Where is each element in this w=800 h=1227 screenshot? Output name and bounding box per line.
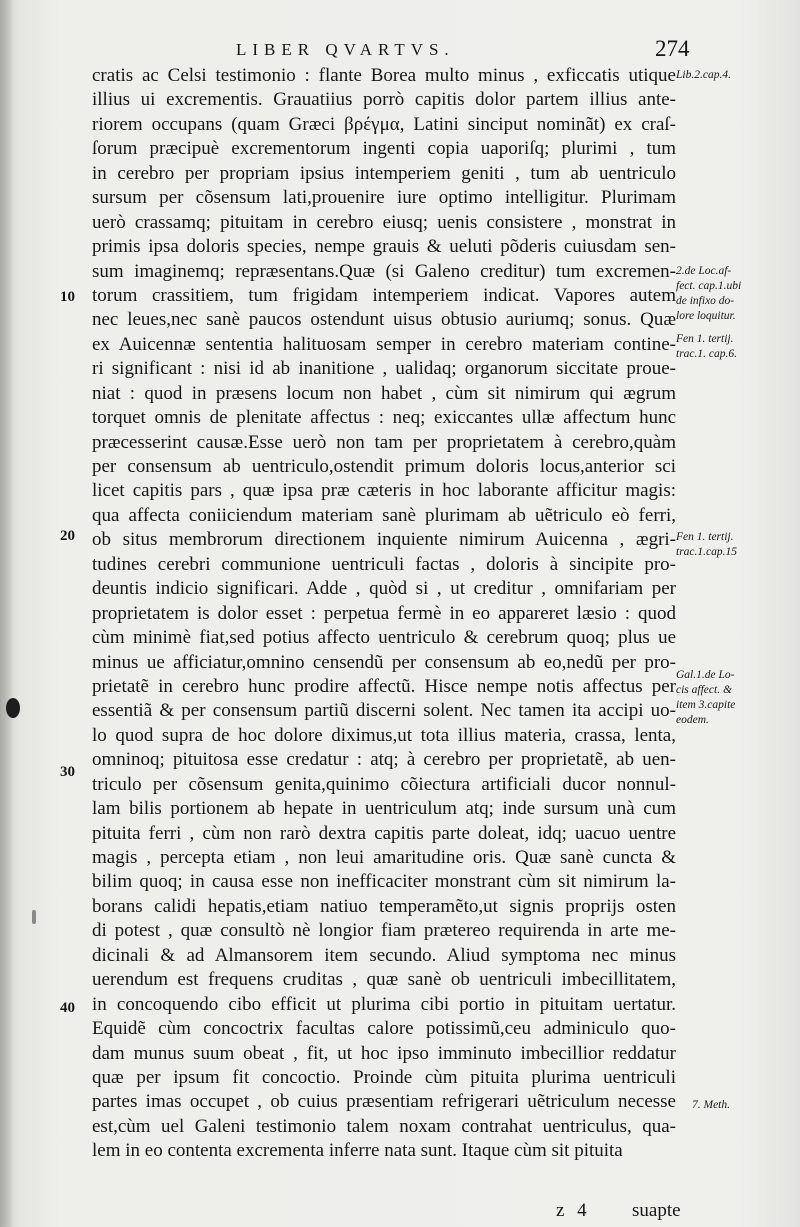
- text-line: proprietatem is dolor esset : perpetua fermè in eo appareret læsio : quod: [92, 602, 676, 624]
- text-line: licet capitis pars , quæ ipsa præ cæteris in hoc laborante afficitur magis:: [92, 480, 676, 502]
- text-line: borans calidi hepatis,etiam natiuo temperamẽto,ut signis proprijs osten: [92, 895, 676, 917]
- running-head: LIBER QVARTVS.: [236, 40, 455, 59]
- text-line: torum crassitiem, tum frigidam intemperiem indicat. Vapores autem: [92, 284, 676, 306]
- text-line: uerò crassamq; pituitam in cerebro eiusq; uenis consistere , monstrat in: [92, 211, 676, 233]
- text-line: omninoq; pituitosa esse credatur : atq; à cerebro per proprietatẽ, ab uen-: [92, 749, 676, 771]
- text-line: ob situs membrorum directionem inquiente nimirum Auicenna , ægri-: [92, 529, 676, 551]
- text-line: bilim quoq; in causa esse non inefficaciter monstrant cùm sit nimirum la-: [92, 871, 676, 893]
- line-number: 40: [60, 1000, 75, 1016]
- line-number: 30: [60, 764, 75, 780]
- text-line: sursum per cõsensum lati,prouenire iure optimo intelligitur. Plurimam: [92, 187, 676, 209]
- text-line: riorem occupans (quam Græci βρέγμα, Latini sinciput nominãt) ex craſ-: [92, 113, 676, 135]
- text-line: torquet omnis de plenitate affectus : neq; exiccantes ullæ affectum hunc: [92, 407, 676, 429]
- text-line: lo quod supra de hoc dolore diximus,ut tota illius materia, crassa, lenta,: [92, 724, 676, 746]
- text-line: Equidẽ cùm concoctrix facultas calore potissimũ,ceu adminiculo quo-: [92, 1018, 676, 1040]
- text-line: ri significant : nisi id ab inanitione , ualidaq; organorum siccitate proue-: [92, 358, 676, 380]
- body-text: [92, 64, 676, 1164]
- text-line: niat : quod in præsens locum non habet , cùm sit nimirum qui ægrum: [92, 382, 676, 404]
- text-line: lem in eo contenta excrementa inferre nata sunt. Itaque cùm sit pituita: [92, 1140, 623, 1162]
- text-line: dicinali & ad Almansorem item secundo. Aliud symptoma nec minus: [92, 944, 676, 966]
- page-number: 274: [655, 36, 690, 61]
- spine-shadow: [0, 0, 14, 1227]
- text-line: dam munus suum obeat , fit, ut hoc ipso imminuto imbecillior reddatur: [92, 1042, 676, 1064]
- text-line: deuntis indicio significari. Adde , quòd si , ut creditur , omnifariam per: [92, 578, 676, 600]
- text-line: tudines cerebri communione uentriculi factas , doloris à sincipite pro-: [92, 553, 676, 575]
- catchword: suapte: [632, 1200, 681, 1221]
- text-line: triculo per cõsensum genita,quinimo cõiectura artificiali ducor nonnul-: [92, 773, 676, 795]
- margin-note: Fen 1. tertij. trac.1. cap.6.: [676, 333, 738, 360]
- text-line: prietatẽ in cerebro hunc prodire affectũ. Hisce nempe notis affectus per: [92, 675, 676, 697]
- text-line: minus ue afficiatur,omnino censendũ per consensum ab eo,nedũ per pro-: [92, 651, 676, 673]
- margin-note: 7. Meth.: [692, 1099, 731, 1111]
- text-line: est,cùm uel Galeni testimonio talem noxam contrahat uentriculus, qua-: [92, 1115, 676, 1137]
- text-line: in cerebro per propriam ipsius intemperiem geniti , tum ab uentriculo: [92, 162, 676, 184]
- margin-note: Gal.1.de Lo- cis affect. & item 3.capite eodem.: [676, 669, 736, 726]
- text-line: qua affecta coniiciendum materiam sanè plurimam ab uẽtriculo eò ferri,: [92, 504, 676, 526]
- text-line: cùm minimè fiat,sed potius affecto uentriculo & cerebrum quoq; plus ue: [92, 627, 676, 649]
- margin-note: 2.de Loc.af- fect. cap.1.ubi de infixo do- lore loquitur.: [676, 265, 742, 322]
- line-number: 10: [60, 289, 75, 305]
- text-line: partes imas occupet , ob cuius præsentiam refrigerari uẽtriculum necesse: [92, 1091, 676, 1113]
- text-line: in concoquendo cibo efficit ut plurima cibi portio in pituitam uertatur.: [92, 993, 676, 1015]
- text-line: præcesserint causæ.Esse uerò non tam per proprietatem à cerebro,quàm: [92, 431, 676, 453]
- text-line: ex Auicennæ sententia halituosam semper in cerebro materiam contine-: [92, 333, 676, 355]
- margin-note: Fen 1. tertij. trac.1.cap.15: [676, 531, 738, 558]
- text-line: cratis ac Celsi testimonio : flante Borea multo minus , exficcatis utique: [92, 65, 676, 86]
- text-line: pituita ferri , cùm non rarò dextra capitis parte doleat, idq; uacuo uentre: [92, 822, 676, 844]
- text-line: per consensum ab uentriculo,ostendit primum doloris locus,anterior sci: [92, 456, 676, 477]
- line-number: 20: [60, 528, 75, 544]
- text-line: essentiã & per consensum partiũ discerni solent. Nec tamen ita accipi uo-: [92, 700, 676, 722]
- signature-mark: z 4: [556, 1200, 591, 1221]
- text-line: di potest , quæ consultò nè longior fiam prætereo requirenda in arte me-: [92, 920, 676, 942]
- ink-blot: [6, 698, 20, 718]
- text-line: quæ per ipsum fit concoctio. Proinde cùm pituita plurima uentriculi: [92, 1066, 676, 1088]
- ink-smudge: [32, 910, 36, 924]
- text-line: primis ipsa doloris species, nempe grauis & ueluti põderis cuiusdam sen-: [92, 236, 676, 258]
- text-line: nec leues,nec sanè paucos ostendunt uisus obtusio auriumq; sonus. Quæ: [92, 309, 676, 331]
- margin-note: Lib.2.cap.4.: [676, 69, 731, 81]
- text-line: lam bilis portionem ab hepate in uentriculum atq; inde sursum unà cum: [92, 798, 676, 820]
- text-line: magis , percepta etiam , non leui amaritudine oris. Quæ sanè cuncta &: [92, 847, 676, 868]
- text-line: uerendum est frequens cruditas , quæ sanè ob uentriculi imbecillitatem,: [92, 969, 676, 991]
- text-line: illius ui excrementis. Grauatiius porrò capitis dolor partem illius ante-: [92, 89, 676, 111]
- text-line: ſorum præcipuè excrementorum ingenti copia uaporiſq; plurimi , tum: [92, 138, 676, 160]
- text-line: sum imaginemq; repræsentans.Quæ (si Galeno creditur) tum excremen-: [92, 260, 676, 282]
